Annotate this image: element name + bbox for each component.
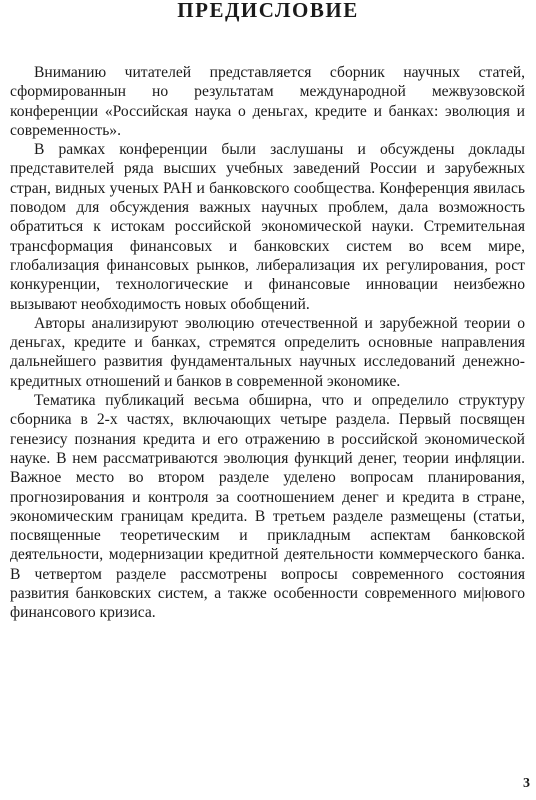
paragraph-structure: Тематика публикаций весьма обширна, что и определило структуру сборника в 2-х частях, включающих четыре раздела. Первый посвящен генезису познания кредита и его отражению в российской экономической науке. В нем рассматриваются эволюция функций денег, теории инфляции. Важное место во втором разделе уделено вопросам планирования, прогнозирования и контроля за соотношением денег и кредита в стране, экономическим границам кредита. В третьем разделе размещены (статьи, посвященные теоретическим и прикладным аспектам банковской деятельности, модернизации кредитной деятельности коммерческого банка. В четвертом разделе рассмотрены вопросы современного состояния развития банковских систем, а также особенности современного ми|ювого финансового кризиса.: [10, 392, 525, 622]
preface-body: [10, 63, 525, 623]
page-title: ПРЕДИСЛОВИЕ: [177, 0, 359, 22]
paragraph-conference: В рамках конференции были заслушаны и обсуждены доклады представителей ряда высших учебных заведений России и зарубежных стран, видных ученых РАН и банковского сообщества. Конференция явилась поводом для обсуждения важных научных проблем, дала возможность обратиться к истокам российской экономической науки. Стремительная трансформация финансовых и банковских систем во всем мире, глобализация финансовых рынков, либерализация их регулирования, рост конкуренции, технологические и финансовые инновации неизбежно вызывают необходимость новых обобщений.: [10, 141, 525, 313]
page-number: 3: [523, 776, 530, 791]
paragraph-authors: Авторы анализируют эволюцию отечественной и зарубежной теории о деньгах, кредите и банках, стремятся определить основные направления дальнейшего развития фундаментальных научных исследований денежно-кредитных отношений и банков в современной экономике.: [10, 314, 525, 390]
paragraph-intro: Вниманию читателей представляется сборник научных статей, сформированнын но результатам международной межвузовской конференции «Российская наука о деньгах, кредите и банках: эволюция и современность».: [10, 64, 525, 139]
